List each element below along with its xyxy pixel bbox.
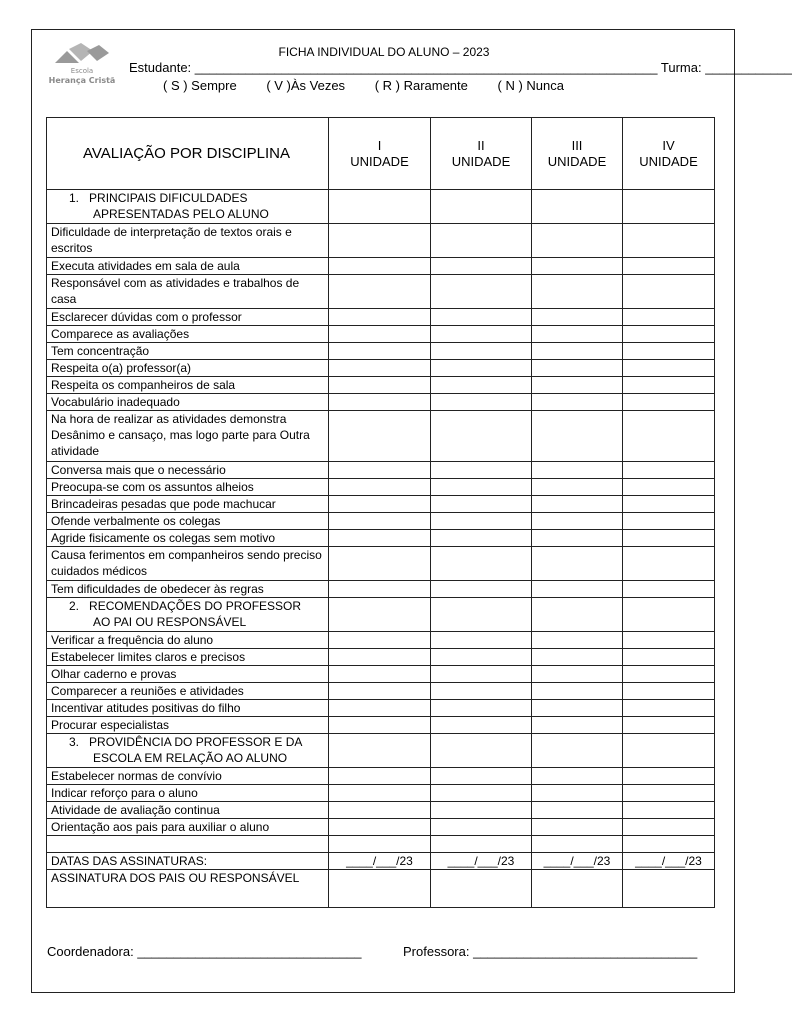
row-label: Agride fisicamente os colegas sem motivo	[47, 530, 329, 547]
rating-cell[interactable]	[623, 802, 715, 819]
row-label: Causa ferimentos em companheiros sendo preciso cuidados médicos	[47, 547, 329, 581]
signature-cell[interactable]	[329, 870, 431, 908]
rating-legend	[163, 78, 590, 93]
rating-cell[interactable]	[431, 547, 532, 581]
rating-cell[interactable]	[532, 547, 623, 581]
dates-label: DATAS DAS ASSINATURAS:	[47, 853, 329, 870]
row-label: Atividade de avaliação continua	[47, 802, 329, 819]
blank-row	[47, 836, 715, 853]
student-line	[129, 60, 792, 75]
rating-cell[interactable]	[431, 496, 532, 513]
unit-3-header: III UNIDADE	[532, 118, 623, 190]
rating-cell[interactable]	[623, 258, 715, 275]
rating-cell[interactable]	[532, 275, 623, 309]
section-1-title: 1. PRINCIPAIS DIFICULDADES APRESENTADAS PELO ALUNO	[47, 190, 329, 224]
row-label: Estabelecer normas de convívio	[47, 768, 329, 785]
row-label: Preocupa-se com os assuntos alheios	[47, 479, 329, 496]
rating-cell[interactable]	[329, 530, 431, 547]
signature-dates-row	[47, 853, 715, 870]
section-1-header-row	[47, 190, 715, 224]
row-label: Ofende verbalmente os colegas	[47, 513, 329, 530]
rating-cell[interactable]	[431, 683, 532, 700]
rating-cell[interactable]	[329, 785, 431, 802]
rating-cell[interactable]	[532, 377, 623, 394]
class-field[interactable]: Turma: ____________	[660, 60, 792, 75]
row-label: Indicar reforço para o aluno	[47, 785, 329, 802]
signature-cell[interactable]	[431, 870, 532, 908]
rating-cell[interactable]	[431, 666, 532, 683]
rating-cell[interactable]	[623, 581, 715, 598]
rating-cell[interactable]	[532, 819, 623, 836]
row-label: Na hora de realizar as atividades demonstra Desânimo e cansaço, mas logo parte para Outra atividade	[47, 411, 329, 462]
rating-cell[interactable]	[329, 683, 431, 700]
rating-cell[interactable]	[329, 411, 431, 462]
coordinator-signature-line[interactable]: Coordenadora: _______________________________	[47, 944, 362, 959]
table-row	[47, 377, 715, 394]
rating-cell[interactable]	[532, 632, 623, 649]
rating-cell[interactable]	[431, 581, 532, 598]
table-row	[47, 717, 715, 734]
row-label: Conversa mais que o necessário	[47, 462, 329, 479]
rating-cell[interactable]	[329, 258, 431, 275]
rating-cell[interactable]	[623, 479, 715, 496]
signature-cell[interactable]	[623, 870, 715, 908]
table-row	[47, 275, 715, 309]
row-label: Respeita os companheiros de sala	[47, 377, 329, 394]
rating-cell[interactable]	[623, 360, 715, 377]
table-row	[47, 411, 715, 462]
rating-cell[interactable]	[532, 309, 623, 326]
section-3-header-row	[47, 734, 715, 768]
rating-cell[interactable]	[532, 394, 623, 411]
rating-cell[interactable]	[623, 224, 715, 258]
legend-sometimes: ( V )Às Vezes	[266, 78, 346, 93]
rating-cell[interactable]	[329, 581, 431, 598]
rating-cell[interactable]	[623, 394, 715, 411]
row-label: Dificuldade de interpretação de textos orais e escritos	[47, 224, 329, 258]
rating-cell[interactable]	[329, 275, 431, 309]
rating-cell[interactable]	[532, 326, 623, 343]
rating-cell[interactable]	[431, 411, 532, 462]
table-row	[47, 683, 715, 700]
date-field-unit-2[interactable]: ____/___/23	[431, 853, 532, 870]
signature-cell[interactable]	[532, 870, 623, 908]
rating-cell[interactable]	[532, 360, 623, 377]
rating-cell[interactable]	[329, 479, 431, 496]
teacher-signature-line[interactable]: Professora: _______________________________	[403, 944, 698, 959]
rating-cell[interactable]	[623, 530, 715, 547]
rating-cell[interactable]	[329, 768, 431, 785]
table-row	[47, 462, 715, 479]
rating-cell[interactable]	[532, 224, 623, 258]
rating-cell[interactable]	[431, 717, 532, 734]
rating-cell[interactable]	[431, 768, 532, 785]
row-label: Tem dificuldades de obedecer às regras	[47, 581, 329, 598]
table-row	[47, 785, 715, 802]
table-row	[47, 394, 715, 411]
table-row	[47, 649, 715, 666]
rating-cell[interactable]	[431, 479, 532, 496]
date-field-unit-3[interactable]: ____/___/23	[532, 853, 623, 870]
student-field[interactable]: Estudante: ________________________________________________________________	[129, 60, 658, 75]
table-row	[47, 819, 715, 836]
rating-cell[interactable]	[623, 377, 715, 394]
row-label: Respeita o(a) professor(a)	[47, 360, 329, 377]
rating-cell[interactable]	[532, 649, 623, 666]
legend-rarely: ( R ) Raramente	[374, 78, 468, 93]
legend-always: ( S ) Sempre	[163, 78, 237, 93]
rating-cell[interactable]	[431, 513, 532, 530]
rating-cell[interactable]	[532, 802, 623, 819]
row-label: Comparecer a reuniões e atividades	[47, 683, 329, 700]
rating-cell[interactable]	[623, 275, 715, 309]
rating-cell[interactable]	[431, 343, 532, 360]
unit-1-header: I UNIDADE	[329, 118, 431, 190]
row-label: Orientação aos pais para auxiliar o aluno	[47, 819, 329, 836]
table-row	[47, 479, 715, 496]
rating-cell[interactable]	[431, 530, 532, 547]
rating-cell[interactable]	[532, 258, 623, 275]
rating-cell[interactable]	[532, 683, 623, 700]
rating-cell[interactable]	[623, 326, 715, 343]
rating-cell[interactable]	[532, 513, 623, 530]
section-2-header-row	[47, 598, 715, 632]
table-row	[47, 802, 715, 819]
row-label: Brincadeiras pesadas que pode machucar	[47, 496, 329, 513]
rating-cell[interactable]	[329, 547, 431, 581]
rating-cell[interactable]	[532, 496, 623, 513]
table-row	[47, 496, 715, 513]
rating-cell[interactable]	[431, 258, 532, 275]
rating-cell[interactable]	[329, 326, 431, 343]
rating-cell[interactable]	[329, 496, 431, 513]
rating-cell[interactable]	[532, 785, 623, 802]
table-row	[47, 343, 715, 360]
rating-cell[interactable]	[532, 666, 623, 683]
table-row	[47, 581, 715, 598]
rating-cell[interactable]	[431, 700, 532, 717]
rating-cell[interactable]	[431, 802, 532, 819]
rating-cell[interactable]	[623, 411, 715, 462]
rating-cell[interactable]	[623, 666, 715, 683]
table-row	[47, 224, 715, 258]
rating-cell[interactable]	[532, 700, 623, 717]
rating-cell[interactable]	[532, 462, 623, 479]
rating-cell[interactable]	[623, 649, 715, 666]
rating-cell[interactable]	[329, 632, 431, 649]
rating-cell[interactable]	[532, 768, 623, 785]
row-label: Olhar caderno e provas	[47, 666, 329, 683]
rating-cell[interactable]	[623, 547, 715, 581]
rating-cell[interactable]	[623, 513, 715, 530]
legend-never: ( N ) Nunca	[497, 78, 564, 93]
rating-cell[interactable]	[623, 819, 715, 836]
table-row	[47, 632, 715, 649]
table-row	[47, 326, 715, 343]
rating-cell[interactable]	[329, 717, 431, 734]
rating-cell[interactable]	[329, 462, 431, 479]
table-row	[47, 258, 715, 275]
rating-cell[interactable]	[329, 360, 431, 377]
rating-cell[interactable]	[431, 649, 532, 666]
row-label: Esclarecer dúvidas com o professor	[47, 309, 329, 326]
rating-cell[interactable]	[431, 819, 532, 836]
rating-cell[interactable]	[623, 700, 715, 717]
row-label: Tem concentração	[47, 343, 329, 360]
rating-cell[interactable]	[431, 224, 532, 258]
parent-signature-row	[47, 870, 715, 908]
date-field-unit-1[interactable]: ____/___/23	[329, 853, 431, 870]
date-field-unit-4[interactable]: ____/___/23	[623, 853, 715, 870]
rating-cell[interactable]	[623, 496, 715, 513]
table-row	[47, 530, 715, 547]
row-label: Comparece as avaliações	[47, 326, 329, 343]
row-label: Responsável com as atividades e trabalhos de casa	[47, 275, 329, 309]
rating-cell[interactable]	[623, 717, 715, 734]
row-label: Incentivar atitudes positivas do filho	[47, 700, 329, 717]
rating-cell[interactable]	[329, 377, 431, 394]
rating-cell[interactable]	[532, 581, 623, 598]
signature-label: ASSINATURA DOS PAIS OU RESPONSÁVEL	[47, 870, 329, 908]
section-3-title: 3. PROVIDÊNCIA DO PROFESSOR E DA ESCOLA EM RELAÇÃO AO ALUNO	[47, 734, 329, 768]
table-row	[47, 360, 715, 377]
rating-cell[interactable]	[532, 717, 623, 734]
table-row	[47, 547, 715, 581]
rating-cell[interactable]	[532, 479, 623, 496]
rating-cell[interactable]	[431, 275, 532, 309]
rating-cell[interactable]	[329, 819, 431, 836]
section-2-title: 2. RECOMENDAÇÕES DO PROFESSOR AO PAI OU RESPONSÁVEL	[47, 598, 329, 632]
row-label: Procurar especialistas	[47, 717, 329, 734]
row-label: Verificar a frequência do aluno	[47, 632, 329, 649]
rating-cell[interactable]	[329, 309, 431, 326]
rating-cell[interactable]	[329, 224, 431, 258]
unit-4-header: IV UNIDADE	[623, 118, 715, 190]
rating-cell[interactable]	[431, 394, 532, 411]
rating-cell[interactable]	[431, 326, 532, 343]
row-label: Executa atividades em sala de aula	[47, 258, 329, 275]
rating-cell[interactable]	[329, 666, 431, 683]
rating-cell[interactable]	[329, 343, 431, 360]
rating-cell[interactable]	[623, 632, 715, 649]
rating-cell[interactable]	[431, 462, 532, 479]
table-row	[47, 309, 715, 326]
table-header-title: AVALIAÇÃO POR DISCIPLINA	[47, 118, 329, 190]
rating-cell[interactable]	[431, 309, 532, 326]
svg-text:Escola: Escola	[70, 67, 94, 75]
rating-cell[interactable]	[329, 700, 431, 717]
rating-cell[interactable]	[431, 360, 532, 377]
rating-cell[interactable]	[623, 309, 715, 326]
rating-cell[interactable]	[431, 785, 532, 802]
rating-cell[interactable]	[329, 802, 431, 819]
rating-cell[interactable]	[329, 394, 431, 411]
rating-cell[interactable]	[532, 343, 623, 360]
row-label: Vocabulário inadequado	[47, 394, 329, 411]
rating-cell[interactable]	[532, 530, 623, 547]
rating-cell[interactable]	[329, 649, 431, 666]
document-title: FICHA INDIVIDUAL DO ALUNO – 2023	[278, 45, 490, 59]
unit-2-header: II UNIDADE	[431, 118, 532, 190]
rating-cell[interactable]	[623, 683, 715, 700]
rating-cell[interactable]	[431, 377, 532, 394]
rating-cell[interactable]	[623, 343, 715, 360]
rating-cell[interactable]	[623, 785, 715, 802]
table-row	[47, 513, 715, 530]
table-row	[47, 700, 715, 717]
table-row	[47, 666, 715, 683]
rating-cell[interactable]	[623, 768, 715, 785]
row-label: Estabelecer limites claros e precisos	[47, 649, 329, 666]
table-row	[47, 768, 715, 785]
evaluation-table	[46, 117, 715, 908]
rating-cell[interactable]	[431, 632, 532, 649]
rating-cell[interactable]	[329, 513, 431, 530]
rating-cell[interactable]	[623, 462, 715, 479]
rating-cell[interactable]	[532, 411, 623, 462]
svg-text:Herança Cristã: Herança Cristã	[48, 76, 116, 85]
